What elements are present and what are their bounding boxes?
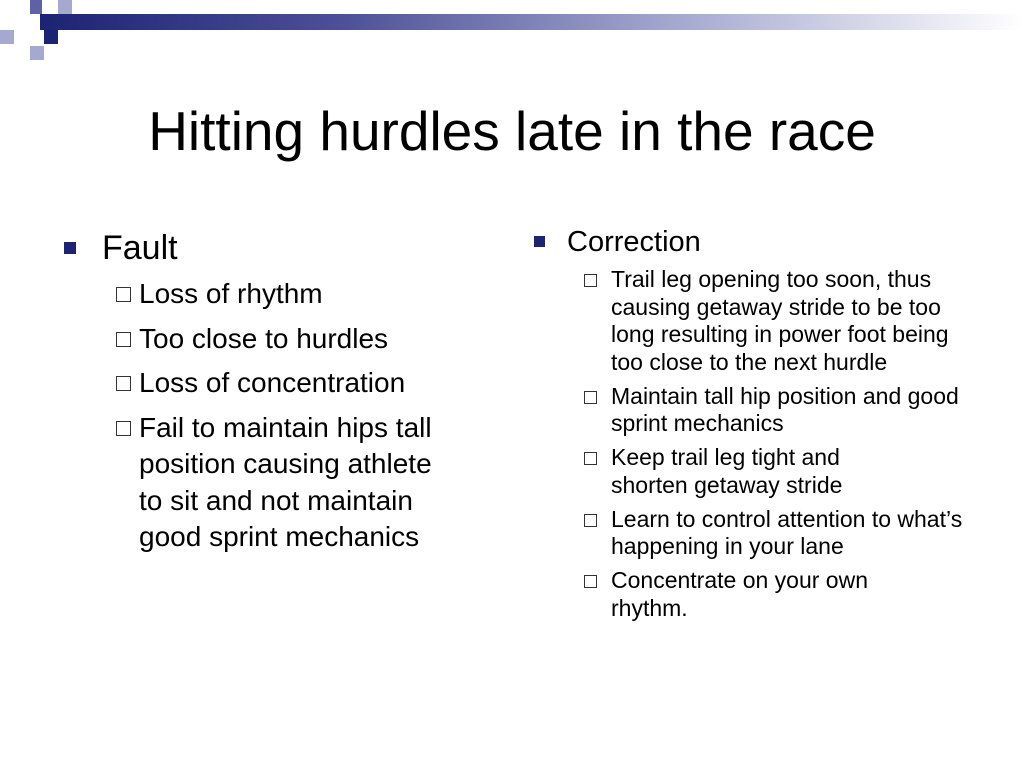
fault-heading-row: [62, 226, 482, 270]
list-item: [584, 506, 972, 561]
list-item-text: Loss of rhythm: [139, 278, 323, 309]
list-item: [116, 410, 482, 556]
checkbox-bullet-icon: [116, 287, 131, 302]
list-item-text: Trail leg opening too soon, thus causing getaway stride to be too long resulting in power foot being too close to the next hurdle: [611, 266, 949, 375]
list-item: [584, 383, 972, 438]
correction-heading: Correction: [567, 226, 701, 258]
fault-list: [116, 276, 482, 556]
checkbox-bullet-icon: [584, 514, 597, 527]
correction-list: [584, 266, 972, 622]
checkbox-bullet-icon: [116, 421, 131, 436]
checkbox-bullet-icon: [584, 452, 597, 465]
list-item-text: Concentrate on your own rhythm.: [611, 567, 868, 621]
square-bullet-icon: [64, 242, 76, 254]
deco-square: [30, 0, 42, 14]
list-item-text: Maintain tall hip position and good sprint mechanics: [611, 382, 959, 436]
deco-square: [0, 0, 14, 14]
checkbox-bullet-icon: [116, 332, 131, 347]
list-item: [584, 567, 972, 622]
gradient-bar: [40, 14, 1024, 30]
square-bullet-icon: [534, 236, 545, 247]
list-item: [584, 444, 972, 499]
list-item: [116, 276, 482, 313]
deco-square: [0, 30, 14, 44]
checkbox-bullet-icon: [116, 376, 131, 391]
slide-title: Hitting hurdles late in the race: [148, 100, 876, 162]
list-item: [116, 321, 482, 358]
correction-column: [532, 224, 972, 629]
fault-heading: Fault: [102, 229, 178, 267]
deco-square: [30, 46, 44, 60]
list-item-text: Loss of concentration: [139, 367, 406, 398]
correction-heading-row: [532, 224, 972, 260]
list-item: [116, 365, 482, 402]
list-item-text: Too close to hurdles: [139, 322, 389, 354]
deco-square: [44, 30, 58, 44]
header-decoration: [0, 0, 1024, 70]
list-item-text: Fail to maintain hips tall position causing athlete to sit and not maintain good sprint mechanics: [139, 411, 432, 552]
checkbox-bullet-icon: [584, 391, 597, 404]
fault-column: [62, 226, 482, 564]
deco-square: [58, 0, 72, 14]
deco-square: [14, 14, 28, 30]
checkbox-bullet-icon: [584, 274, 597, 287]
list-item-text: Keep trail leg tight and shorten getaway stride: [611, 444, 843, 498]
list-item-text: Learn to control attention to what’s happening in your lane: [611, 505, 963, 559]
checkbox-bullet-icon: [584, 575, 597, 588]
list-item: [584, 266, 972, 376]
